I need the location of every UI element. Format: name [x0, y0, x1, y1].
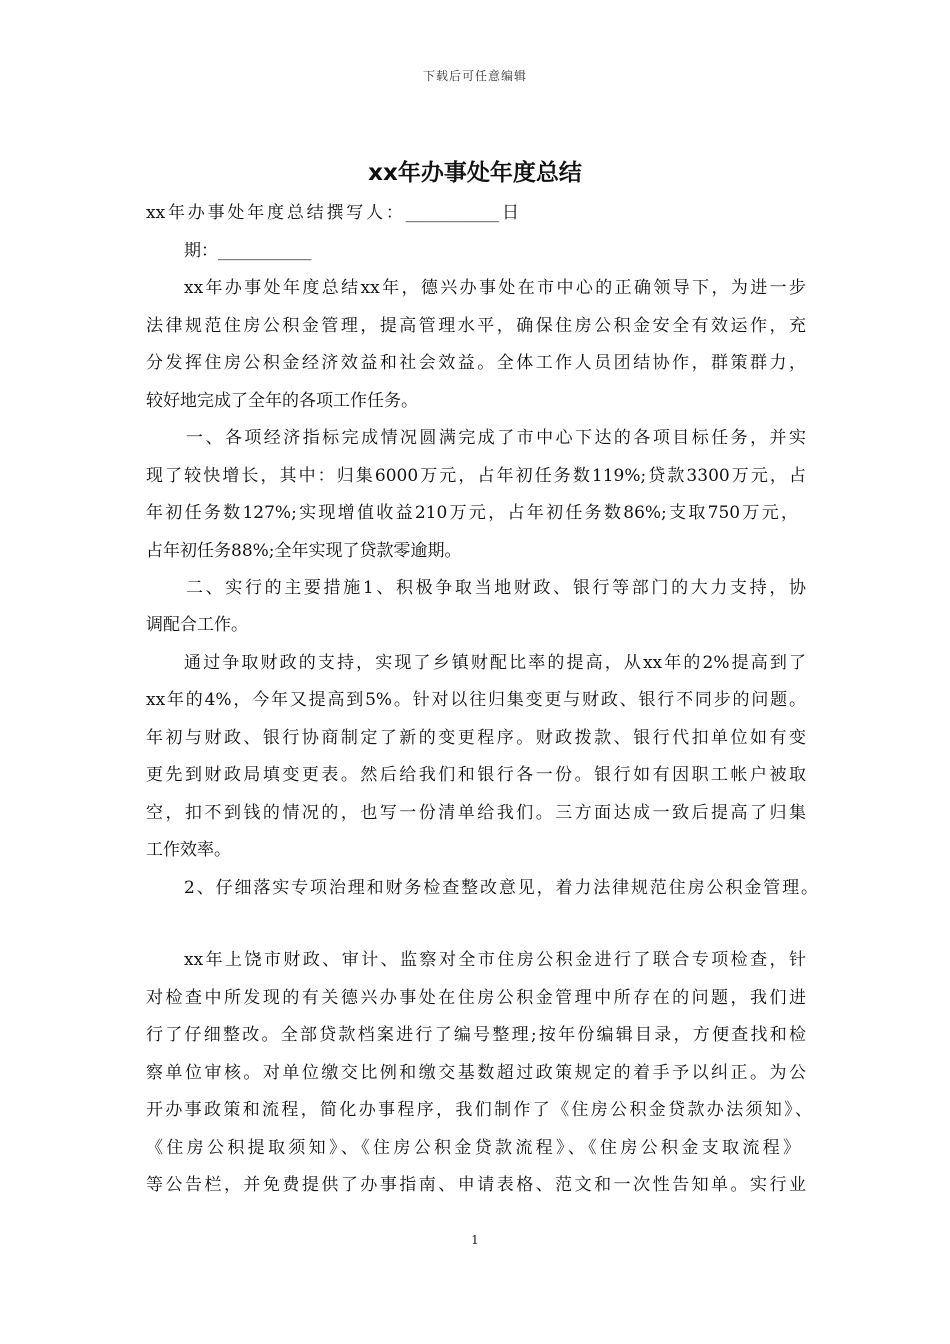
text-line: 开办事政策和流程，简化办事程序，我们制作了《住房公积金贷款办法须知》、: [146, 1100, 812, 1120]
header-note: 下载后可任意编辑: [422, 69, 527, 83]
text-line: 年初与财政、银行协商制定了新的变更程序。财政拨款、银行代扣单位如有变: [146, 728, 806, 748]
text-line: 年初任务数127%;实现增值收益210万元，占年初任务数86%;支取750万元，: [146, 503, 798, 523]
text-line: 占年初任务88%;全年实现了贷款零逾期。: [146, 541, 462, 561]
text-line: 2、仔细落实专项治理和财务检查整改意见，着力法律规范住房公积金管理。: [184, 878, 818, 898]
text-line: 期：___________: [184, 241, 312, 261]
text-line: xx年办事处年度总结撰写人：___________日: [146, 203, 519, 223]
text-line: 通过争取财政的支持，实现了乡镇财配比率的提高，从xx年的2%提高到了: [184, 653, 806, 673]
text-line: 对检查中所发现的有关德兴办事处在住房公积金管理中所存在的问题，我们进: [146, 988, 806, 1008]
document-title: xx年办事处年度总结: [368, 160, 582, 186]
text-line: 二、实行的主要措施1、积极争取当地财政、银行等部门的大力支持，协: [186, 578, 806, 598]
text-line: xx年的4%，今年又提高到5%。针对以往归集变更与财政、银行不同步的问题。: [146, 690, 806, 710]
text-line: 《住房公积提取须知》、《住房公积金贷款流程》、《住房公积金支取流程》: [146, 1138, 800, 1158]
text-line: 调配合工作。: [146, 615, 248, 635]
text-line: 法律规范住房公积金管理，提高管理水平，确保住房公积金安全有效运作，充: [146, 316, 806, 336]
text-line: 较好地完成了全年的各项工作任务。: [146, 391, 418, 411]
text-line: 工作效率。: [146, 840, 231, 860]
text-line: xx年上饶市财政、审计、监察对全市住房公积金进行了联合专项检查，针: [184, 950, 806, 970]
text-line: 分发挥住房公积金经济效益和社会效益。全体工作人员团结协作，群策群力，: [146, 353, 806, 373]
text-line: 等公告栏，并免费提供了办事指南、申请表格、范文和一次性告知单。实行业: [146, 1175, 806, 1195]
text-line: xx年办事处年度总结xx年，德兴办事处在市中心的正确领导下，为进一步: [184, 278, 806, 298]
text-line: 空，扣不到钱的情况的，也写一份清单给我们。三方面达成一致后提高了归集: [146, 803, 806, 823]
page-number: 1: [471, 1233, 479, 1247]
text-line: 察单位审核。对单位缴交比例和缴交基数超过政策规定的着手予以纠正。为公: [146, 1063, 806, 1083]
text-line: 一、各项经济指标完成情况圆满完成了市中心下达的各项目标任务，并实: [186, 428, 806, 448]
text-line: 更先到财政局填变更表。然后给我们和银行各一份。银行如有因职工帐户被取: [146, 765, 806, 785]
text-line: 行了仔细整改。全部贷款档案进行了编号整理;按年份编辑目录，方便查找和检: [146, 1025, 806, 1045]
text-line: 现了较快增长，其中：归集6000万元，占年初任务数119%;贷款3300万元，占: [146, 466, 806, 486]
